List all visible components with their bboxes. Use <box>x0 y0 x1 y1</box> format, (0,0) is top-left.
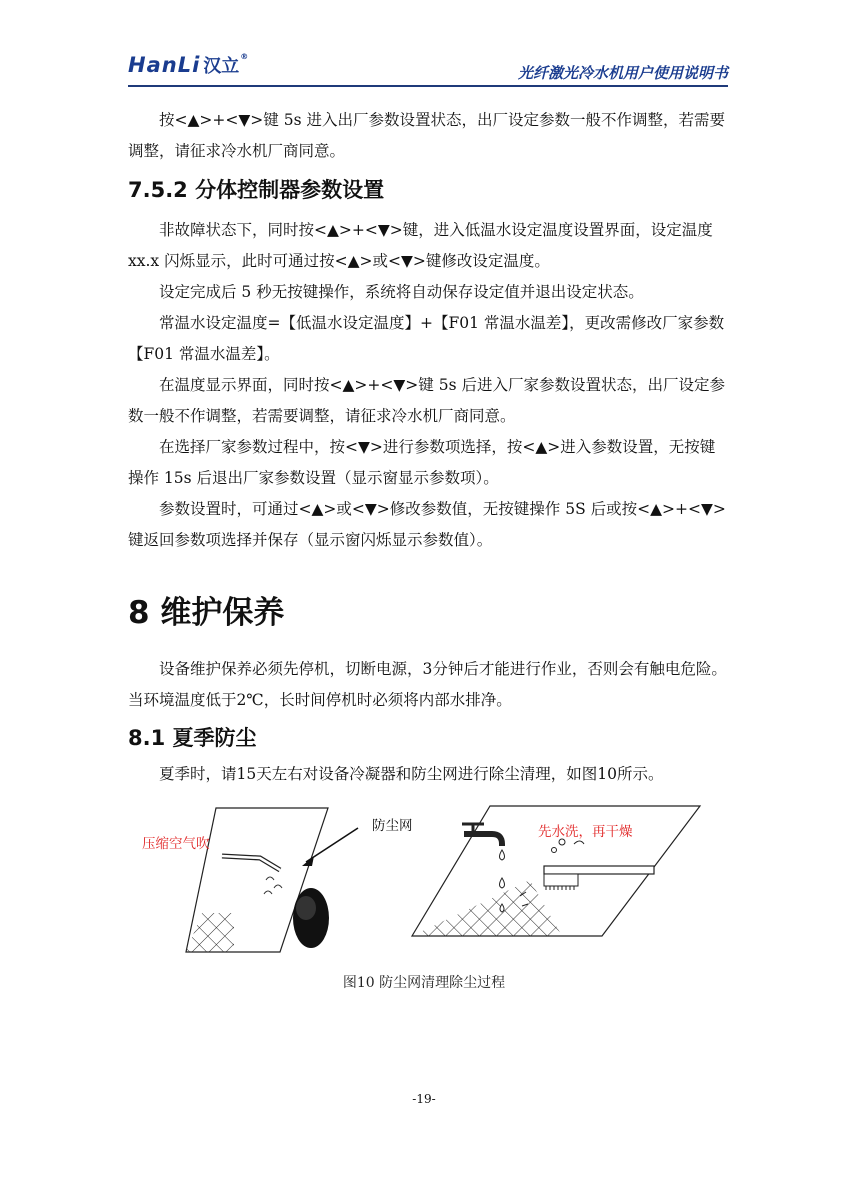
paragraph: 在温度显示界面，同时按<▲>+<▼>键 5s 后进入厂家参数设置状态，出厂设定参数一般不作调整，若需要调整，请征求冷水机厂商同意。 <box>128 376 725 425</box>
section-8-1-body <box>128 759 728 790</box>
left-mesh <box>180 908 240 956</box>
paragraph: 设备维护保养必须先停机，切断电源，3分钟后才能进行作业，否则会有触电危险。当环境温度低于2℃，长时间停机时必须将内部水排净。 <box>128 660 727 709</box>
header-divider <box>128 85 728 87</box>
logo-cjk-text: 汉立 <box>203 56 240 77</box>
page-number: -19- <box>412 1092 436 1106</box>
paragraph: 夏季时，请15天左右对设备冷凝器和防尘网进行除尘清理，如图10所示。 <box>159 765 664 783</box>
paragraph: 常温水设定温度=【低温水设定温度】+【F01 常温水温差】，更改需修改厂家参数【F01 常温水温差】。 <box>128 314 725 363</box>
intro-text <box>128 105 728 167</box>
hanli-logo <box>128 52 248 78</box>
logo-latin-text: HanLi <box>128 53 201 77</box>
paragraph: 非故障状态下，同时按<▲>+<▼>键，进入低温水设定温度设置界面，设定温度 xx.x 闪烁显示，此时可通过按<▲>或<▼>键修改设定温度。 <box>128 221 713 270</box>
paragraph: 参数设置时，可通过<▲>或<▼>修改参数值，无按键操作 5S 后或按<▲>+<▼>键返回参数项选择并保存（显示窗闪烁显示参数值）。 <box>128 500 726 549</box>
label-dust-net: 防尘网 <box>372 818 413 834</box>
section-heading-7-5-2: 7.5.2 分体控制器参数设置 <box>128 178 385 202</box>
paragraph: 在选择厂家参数过程中，按<▼>进行参数项选择，按<▲>进入参数设置，无按键操作 15s 后退出厂家参数设置（显示窗显示参数项）。 <box>128 438 716 487</box>
figure-dust-net-cleaning <box>140 800 708 962</box>
section-7-5-2-body <box>128 215 728 556</box>
label-compressed-air: 压缩空气吹 <box>142 836 210 852</box>
section-8-body <box>128 654 728 716</box>
brush-icon <box>544 866 654 874</box>
label-wash-then-dry: 先水洗，再干燥 <box>538 824 633 840</box>
figure-caption: 图10 防尘网清理除尘过程 <box>342 975 506 991</box>
section-heading-8-1: 8.1 夏季防尘 <box>128 726 257 750</box>
intro-paragraph: 按<▲>+<▼>键 5s 进入出厂参数设置状态，出厂设定参数一般不作调整，若需要调整，请征求冷水机厂商同意。 <box>128 111 725 160</box>
chapter-heading-8: 8 维护保养 <box>128 595 285 631</box>
registered-mark: ® <box>240 52 249 61</box>
document-title: 光纤激光冷水机用户使用说明书 <box>517 64 728 82</box>
paragraph: 设定完成后 5 秒无按键操作，系统将自动保存设定值并退出设定状态。 <box>159 283 644 301</box>
page-header <box>128 52 728 88</box>
